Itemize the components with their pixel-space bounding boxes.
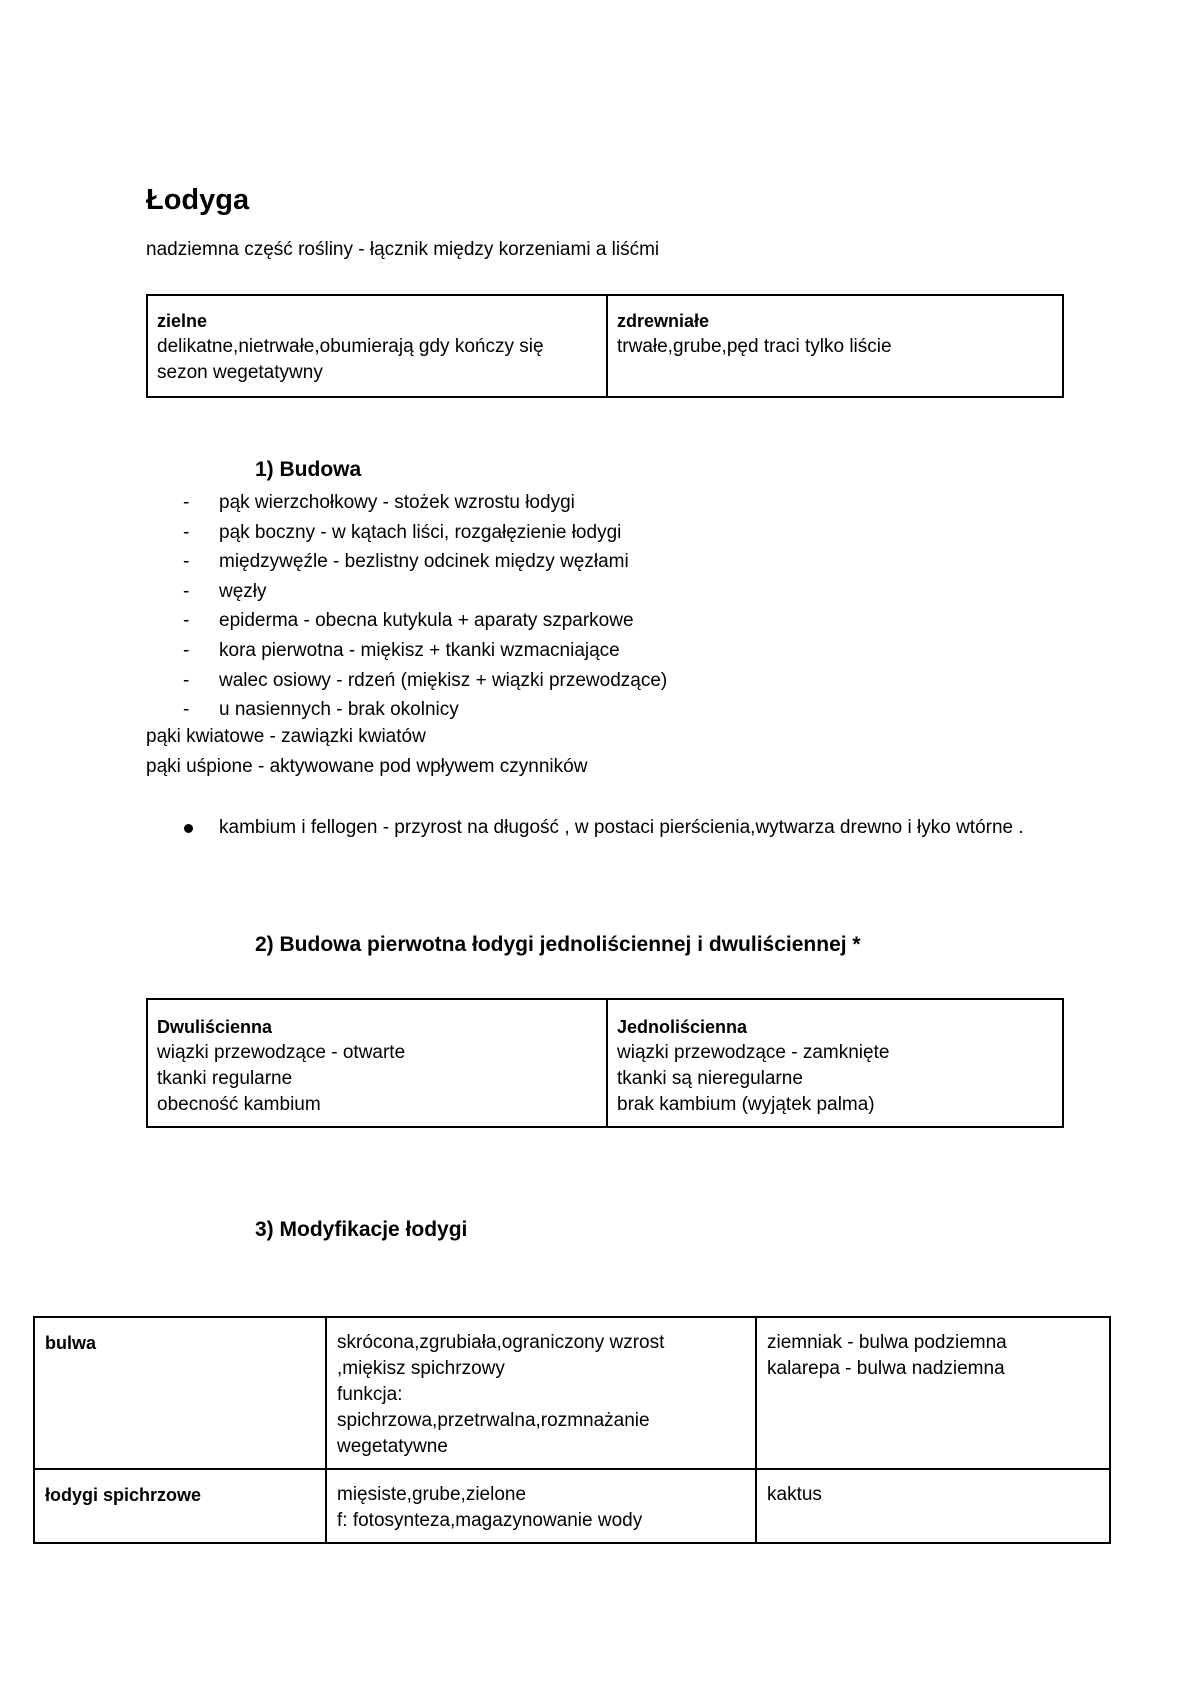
list-item bbox=[183, 577, 667, 607]
cell-text: delikatne,nietrwałe,obumierają gdy kończy się sezon wegetatywny bbox=[157, 336, 544, 383]
list-item-text: epiderma - obecna kutykula + aparaty szparkowe bbox=[219, 610, 634, 632]
table-cell bbox=[326, 1317, 756, 1469]
list-item bbox=[183, 695, 667, 725]
cell-line: brak kambium (wyjątek palma) bbox=[617, 1094, 875, 1115]
cell-line: mięsiste,grube,zielone bbox=[337, 1484, 527, 1505]
stem-types-table bbox=[146, 294, 1064, 398]
cell-line: skrócona,zgrubiała,ograniczony wzrost bbox=[337, 1332, 665, 1353]
list-item-text: kora pierwotna - miękisz + tkanki wzmacniające bbox=[219, 639, 620, 661]
cell-line: ziemniak - bulwa podziemna bbox=[767, 1332, 1007, 1353]
table-cell bbox=[326, 1469, 756, 1543]
list-item bbox=[183, 636, 667, 666]
table-cell bbox=[756, 1317, 1110, 1469]
cell-line: tkanki regularne bbox=[157, 1068, 293, 1089]
page-title: Łodyga bbox=[146, 184, 250, 216]
cell-line: wiązki przewodzące - zamknięte bbox=[617, 1042, 890, 1063]
table-cell bbox=[756, 1469, 1110, 1543]
dash-marker: - bbox=[183, 610, 190, 632]
page-subtitle: nadziemna część rośliny - łącznik między korzeniami a liśćmi bbox=[146, 239, 660, 260]
dash-marker: - bbox=[183, 580, 190, 602]
bullet-text: kambium i fellogen - przyrost na długość , w postaci pierścienia,wytwarza drewno i łyko wtórne . bbox=[219, 817, 1024, 838]
list-item-text: pąk wierzchołkowy - stożek wzrostu łodygi bbox=[219, 492, 575, 513]
dash-marker: - bbox=[183, 492, 190, 513]
dash-marker: - bbox=[183, 521, 190, 543]
cell-line: wegetatywne bbox=[337, 1436, 448, 1457]
table-row bbox=[147, 295, 1063, 397]
section-heading-modifications: 3) Modyfikacje łodygi bbox=[255, 1218, 468, 1241]
list-item-text: węzły bbox=[219, 580, 267, 602]
section-heading-budowa: 1) Budowa bbox=[255, 458, 362, 481]
table-cell bbox=[34, 1469, 326, 1543]
list-item-text: walec osiowy - rdzeń (miękisz + wiązki przewodzące) bbox=[219, 669, 668, 691]
cell-header: Jednoliścienna bbox=[617, 1017, 748, 1037]
table-cell bbox=[607, 999, 1063, 1127]
cell-line: spichrzowa,przetrwalna,rozmnażanie bbox=[337, 1410, 650, 1431]
cell-text: trwałe,grube,pęd traci tylko liście bbox=[617, 336, 892, 357]
table-cell bbox=[147, 999, 607, 1127]
cell-header: zdrewniałe bbox=[617, 311, 710, 331]
list-item bbox=[183, 518, 667, 548]
cell-line: obecność kambium bbox=[157, 1094, 321, 1115]
buds-flower-line: pąki kwiatowe - zawiązki kwiatów bbox=[146, 726, 426, 747]
dash-marker: - bbox=[183, 669, 190, 691]
monocot-dicot-table bbox=[146, 998, 1064, 1128]
list-item-text: pąk boczny - w kątach liści, rozgałęzienie łodygi bbox=[219, 521, 622, 543]
table-cell bbox=[34, 1317, 326, 1469]
list-item-text: u nasiennych - brak okolnicy bbox=[219, 699, 459, 721]
cell-line: kalarepa - bulwa nadziemna bbox=[767, 1358, 1005, 1379]
cell-line: ,miękisz spichrzowy bbox=[337, 1358, 505, 1379]
modifications-table bbox=[33, 1316, 1111, 1544]
table-row bbox=[147, 999, 1063, 1127]
cell-line: funkcja: bbox=[337, 1384, 403, 1405]
row-name: bulwa bbox=[45, 1333, 97, 1353]
bullet-dot-icon bbox=[184, 824, 193, 833]
structure-list bbox=[183, 488, 667, 725]
list-item-text: międzywęźle - bezlistny odcinek między węzłami bbox=[219, 551, 629, 573]
list-item bbox=[183, 606, 667, 636]
buds-dormant-line: pąki uśpione - aktywowane pod wpływem czynników bbox=[146, 756, 588, 777]
dash-marker: - bbox=[183, 639, 190, 661]
list-item bbox=[183, 666, 667, 696]
cell-line: tkanki są nieregularne bbox=[617, 1068, 803, 1089]
cell-line: kaktus bbox=[767, 1484, 822, 1505]
cell-line: f: fotosynteza,magazynowanie wody bbox=[337, 1510, 643, 1531]
table-cell bbox=[607, 295, 1063, 397]
dash-marker: - bbox=[183, 699, 190, 721]
row-name: łodygi spichrzowe bbox=[45, 1485, 202, 1505]
table-row bbox=[34, 1317, 1110, 1469]
cell-header: Dwuliścienna bbox=[157, 1017, 273, 1037]
cell-line: wiązki przewodzące - otwarte bbox=[157, 1042, 406, 1063]
dash-marker: - bbox=[183, 551, 190, 573]
list-item bbox=[183, 488, 667, 518]
cell-header: zielne bbox=[157, 311, 208, 331]
section-heading-primary-structure: 2) Budowa pierwotna łodygi jednoliściennej i dwuliściennej * bbox=[255, 933, 861, 956]
list-item bbox=[183, 547, 667, 577]
table-cell bbox=[147, 295, 607, 397]
table-row bbox=[34, 1469, 1110, 1543]
